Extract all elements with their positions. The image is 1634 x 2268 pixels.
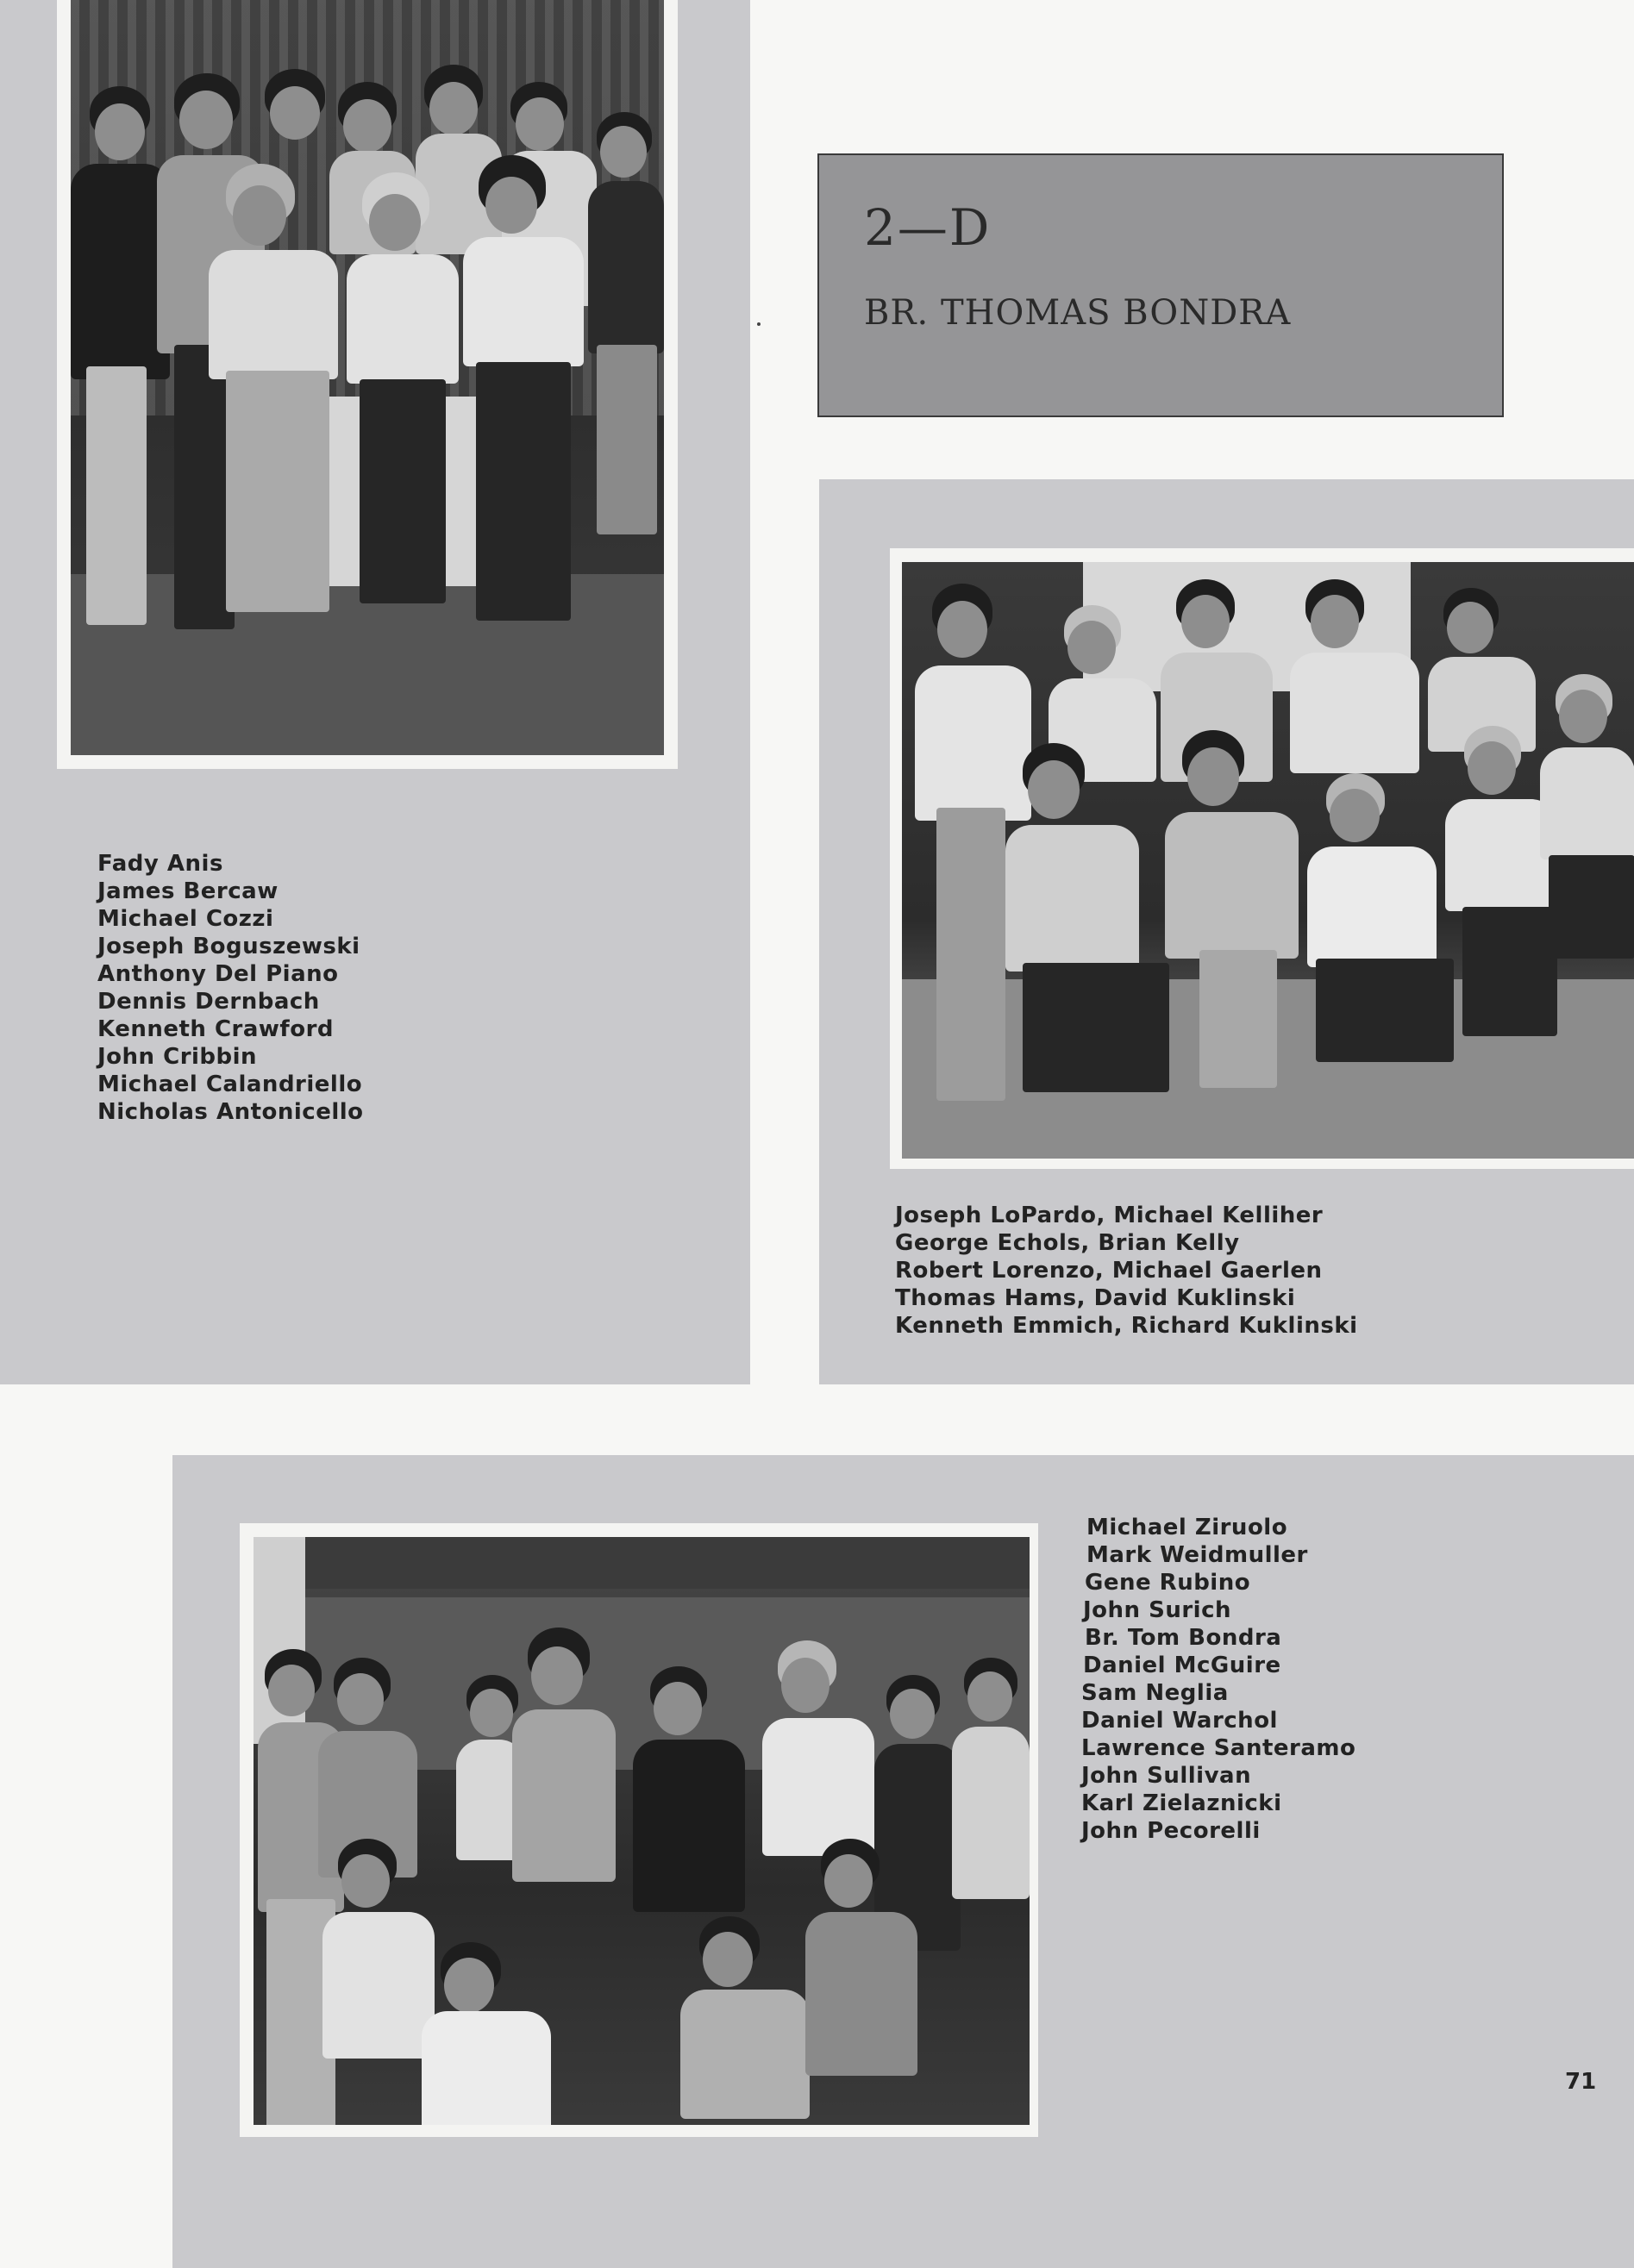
- student-name: Gene Rubino: [1085, 1570, 1251, 1596]
- student-name: Sam Neglia: [1081, 1680, 1229, 1706]
- print-speck: [757, 322, 761, 326]
- student-name: John Cribbin: [97, 1044, 258, 1070]
- class-title-box: [817, 153, 1504, 417]
- student-name: Lawrence Santeramo: [1081, 1735, 1356, 1761]
- teacher-name: BR. THOMAS BONDRA: [864, 293, 1292, 333]
- student-name: Nicholas Antonicello: [97, 1099, 364, 1125]
- student-name: Fady Anis: [97, 851, 223, 877]
- group-photo-3: [254, 1537, 1030, 2125]
- student-name: Daniel McGuire: [1083, 1653, 1281, 1678]
- group-1-names: [97, 850, 364, 1126]
- student-name: Daniel Warchol: [1081, 1708, 1278, 1734]
- student-name-pair: George Echols, Brian Kelly: [895, 1230, 1240, 1256]
- student-name: Joseph Boguszewski: [97, 934, 360, 959]
- student-name-pair: Robert Lorenzo, Michael Gaerlen: [895, 1258, 1323, 1284]
- student-name-pair: Joseph LoPardo, Michael Kelliher: [895, 1203, 1324, 1228]
- group-2-names: [895, 1202, 1358, 1340]
- chalkboard-ledge: [305, 1537, 1030, 1589]
- student-name: Michael Cozzi: [97, 906, 274, 932]
- student-name: Michael Calandriello: [97, 1072, 363, 1097]
- student-name: John Pecorelli: [1081, 1818, 1261, 1844]
- student-name: Michael Ziruolo: [1086, 1515, 1288, 1540]
- teacher-in-list: Br. Tom Bondra: [1085, 1625, 1282, 1651]
- student-name: Anthony Del Piano: [97, 961, 339, 987]
- student-name-pair: Thomas Hams, David Kuklinski: [895, 1285, 1296, 1311]
- group-photo-2: [902, 562, 1634, 1159]
- group-photo-1: [71, 0, 664, 755]
- student-name-pair: Kenneth Emmich, Richard Kuklinski: [895, 1313, 1358, 1339]
- student-name: John Surich: [1083, 1597, 1231, 1623]
- student-name: Mark Weidmuller: [1086, 1542, 1308, 1568]
- class-code: 2—D: [864, 198, 992, 257]
- page-number: 71: [1565, 2069, 1597, 2095]
- student-name: Kenneth Crawford: [97, 1016, 335, 1042]
- student-name: James Bercaw: [97, 878, 279, 904]
- student-name: Dennis Dernbach: [97, 989, 320, 1015]
- group-3-names: [1081, 1514, 1355, 1845]
- student-name: Karl Zielaznicki: [1081, 1790, 1282, 1816]
- student-name: John Sullivan: [1081, 1763, 1252, 1789]
